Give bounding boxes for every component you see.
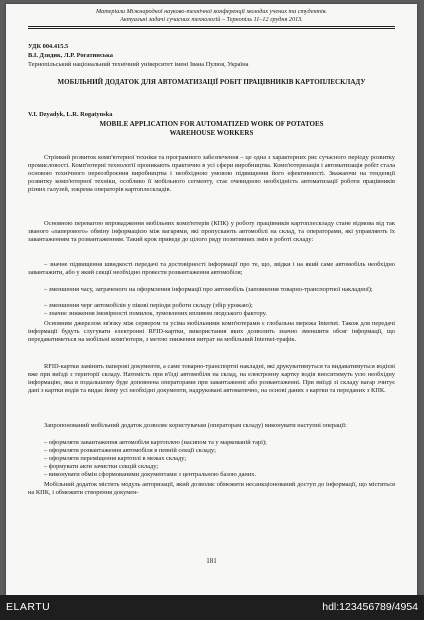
paragraph-intro: Стрімкий розвиток комп'ютерної техніки та програмного забезпечення – це одна з характерних рис сучасного періоду розвитку промисловості. Комп'ютерні технології проникають практично в усі сфери виробництва. Комп'ютеризація і автоматизація робіт стала основою технічного переозброєння виробництва і необхідною умовою підвищення його ефективності. Зважаючи на тенденції розвитку комп'ютерної техніки, особливо її мобільного сегменту, стає очевидною необхідність автоматизації роботи працівників різних галузей, зокрема операторів картоплескладів. [28,154,395,194]
udk-code: УДК 004.415.5 [28,43,69,50]
list-item: – оформляти розвантаження автомобіля в певній секції складу; [44,447,216,454]
header-rule [28,26,395,27]
list-item: – значне зниження імовірності помилок, зумовлених впливом людського фактору. [44,310,267,317]
header-line-2: Актуальні задачі сучасних технологій – Тернопіль 11–12 грудня 2013. [120,16,303,23]
header-line-1: Матеріали Міжнародної науково-технічної конференції молодих учених та студентів. [96,8,327,15]
repository-footer [0,595,424,620]
title-en: MOBILE APPLICATION FOR AUTOMATIZED WORK OF POTATOES WAREHOUSE WORKERS [99,120,324,137]
authors-en: V.I. Dzyadyk, L.R. Rogatynska [28,111,113,118]
affiliation: Тернопільський національний технічний університет імені Івана Пулюя, Україна [28,61,249,68]
paragraph-auth: Мобільний додаток містить модуль авторизації, який дозволяє обмежити несанкціонований доступ до інформації, що міститься на КПК, і обмежити створення докумен- [28,481,395,497]
list-item: – формувати акти зачистки секцій складу; [44,463,159,470]
list-item: – зменшення часу, затраченого на оформлення інформації про автомобіль (заповнення товарно-транспортної накладної); [44,286,373,293]
title-ua: МОБІЛЬНИЙ ДОДАТОК ДЛЯ АВТОМАТИЗАЦІЇ РОБІТ ПРАЦІВНИКІВ КАРТОПЛЕСКЛАДУ [57,78,366,86]
authors-ua: В.І. Дзядик, Л.Р. Рогатинська [28,52,113,59]
list-item: – оформляти завантаження автомобіля картоплею (насипом та у маркованій тарі); [44,439,267,446]
header-rule-thin [28,28,395,29]
list-item: – оформляти переміщення картоплі в межах складу; [44,455,187,462]
handle-link[interactable]: hdl:123456789/4954 [322,601,418,613]
paragraph-rfid: RFID-картки замінять паперові документи, а саме товарно-транспортні накладні, які друкуватимуться та видаватимуться водієві вже при виїзді з території складу. Натомість при в'їзді автомобіля на склад, на електронну картку водія вноситимуть усю необхідну інформацію, яка в подальшому буде доповнена операторами при завантаженні або розвантаженні. При виїзді зі складу вагар зчитує дані з картки водія та видає йому усі необхідні документи, надруковані автоматично, на основі даних з картки та переданих з КПК. [28,363,395,395]
list-item: – зменшення черг автомобілів у пікові періоди роботи складу (збір урожаю); [44,302,253,309]
list-item: – значне підвищення швидкості передачі та достовірності інформації про те, що, звідки і на який саме автомобіль необхідно завантажити, або у який секції необхідно провести розвантаження автомобіля; [28,261,395,277]
page-number: 181 [206,557,217,565]
running-header [28,8,395,24]
paragraph-advantages: Основною перевагою впровадження мобільних комп'ютерів (КПК) у роботу працівників картоплескладу стане відмова від так званого «паперового» обміну інформацією між вагарями, які пропускають автомобілі на склад, та операторами, які управляють їх завантаженням та розвантаженням. Такий крок приведе до цілого ряду позитивних змін в роботі складу: [28,220,395,244]
paragraph-operations: Запропонований мобільний додаток дозволяє користувачам (операторам складу) виконувати наступні операції: [44,422,347,429]
document-page [6,4,417,595]
repository-name: ELARTU [6,601,51,613]
list-item: – виконувати обмін сформованими документами з центральною базою даних. [44,471,257,478]
paragraph-network: Основним джерелом зв'язку між сервером та усіма мобільними комп'ютерами є глобальна мережа Internet. Також для передачі інформації будуть слугувати електронні RFID-картки, використання яких дозволить значно зменшити обсяг інформації, що передаватиметься на мобільні комп'ютери, з метою зниження витрат на мобільний Internet-трафік. [28,320,395,344]
